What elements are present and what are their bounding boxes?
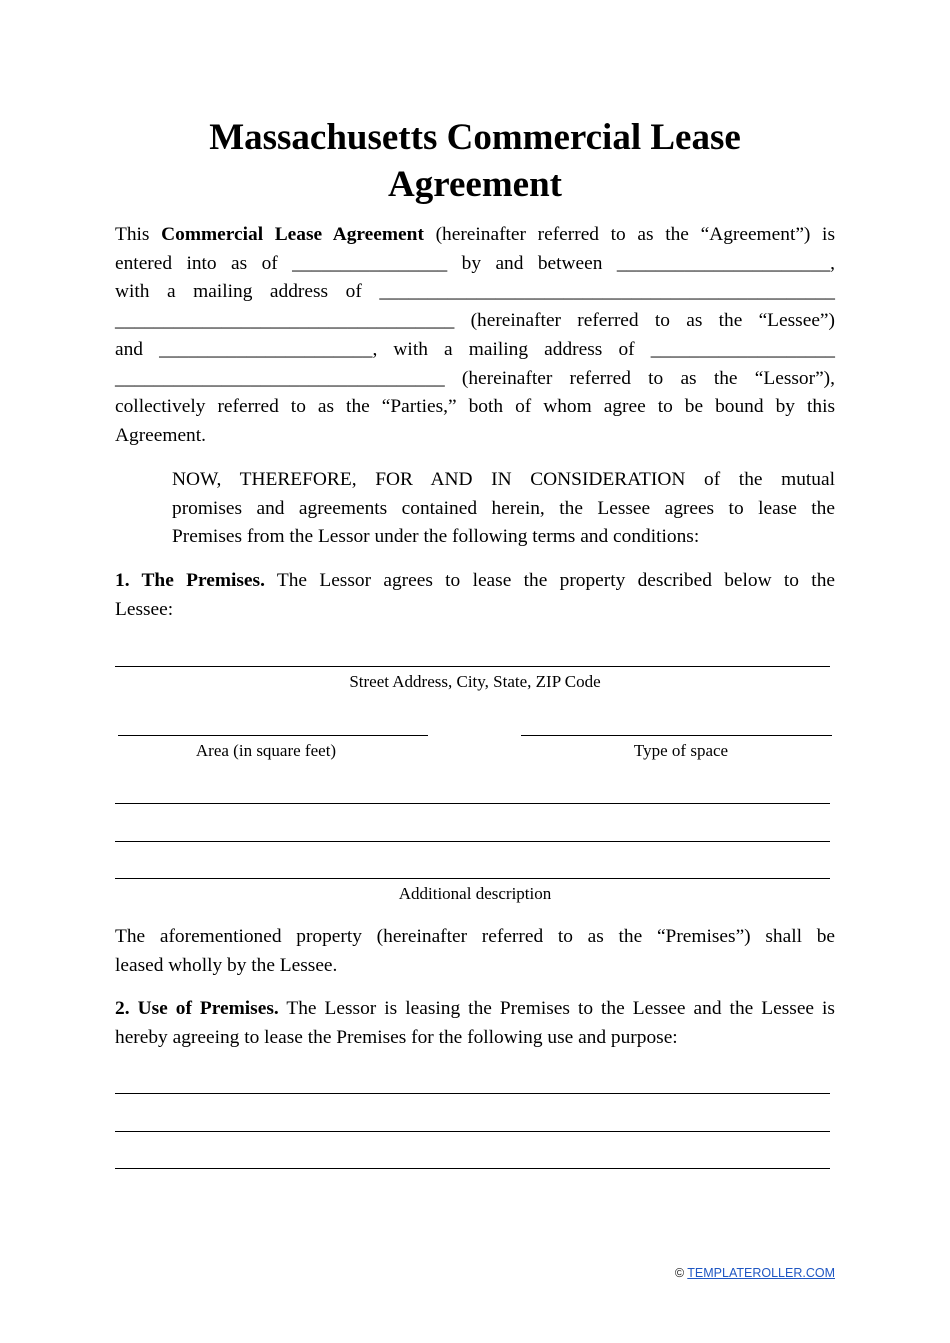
premises-line-2: leased wholly by the Lessee. [115,954,338,976]
footer-credit [675,1266,835,1280]
address-blank-line[interactable] [115,666,830,667]
intro-line-7: collectively referred to as the “Parties,” both of whom agree to be bound by this [115,396,835,418]
section-1-paragraph [115,567,835,624]
intro-text: (hereinafter referred to as the “Agreement”) is [423,224,835,245]
section-2-paragraph [115,995,835,1052]
consideration-line-2: promises and agreements contained herein, the Lessee agrees to lease the [172,497,835,519]
intro-line-3: with a mailing address of _______________________________________________ [115,281,835,303]
premises-line-1: The aforementioned property (hereinafter referred to as the “Premises”) shall be [115,926,835,947]
address-caption: Street Address, City, State, ZIP Code [349,672,601,691]
additional-description-caption: Additional description [398,884,552,903]
type-of-space-caption: Type of space [633,741,729,760]
section-1-heading: 1. The Premises. [115,570,265,591]
additional-description-line-2[interactable] [115,841,830,842]
intro-line-5: and ______________________, with a mailing address of ___________________ [115,338,835,360]
intro-line-6: __________________________________ (hereinafter referred to as the “Lessor”), [115,367,835,389]
section-1-text: The Lessor agrees to lease the property described below to the [264,570,835,591]
section-1-line-1 [115,567,835,596]
intro-line-2: entered into as of ________________ by and between ______________________, [115,252,835,274]
area-blank-line[interactable] [118,735,428,736]
area-caption: Area (in square feet) [195,741,337,760]
premises-paragraph [115,923,835,980]
additional-description-line-1[interactable] [115,803,830,804]
intro-line-1 [115,221,835,250]
intro-line-4: ___________________________________ (hereinafter referred to as the “Lessee”) [115,310,835,332]
agreement-name: Commercial Lease Agreement [161,224,424,245]
use-purpose-line-2[interactable] [115,1131,830,1132]
use-purpose-line-3[interactable] [115,1168,830,1169]
type-of-space-blank-line[interactable] [521,735,832,736]
use-purpose-line-1[interactable] [115,1093,830,1094]
templateroller-link[interactable]: TEMPLATEROLLER.COM [687,1266,835,1280]
section-1-line-2: Lessee: [115,598,174,620]
intro-line-8: Agreement. [115,424,206,446]
document-title [115,114,835,208]
consideration-line-3: Premises from the Lessor under the following terms and conditions: [172,526,700,548]
section-2-line-2: hereby agreeing to lease the Premises for the following use and purpose: [115,1026,678,1048]
title-line-1: Massachusetts Commercial Lease [209,117,741,158]
consideration-line-1: NOW, THEREFORE, FOR AND IN CONSIDERATION of the mutual [172,469,835,490]
section-2-line-1 [115,995,835,1024]
intro-paragraph [115,221,835,451]
additional-description-line-3[interactable] [115,878,830,879]
intro-text: This [115,224,162,245]
consideration-paragraph [172,466,835,552]
section-2-text: The Lessor is leasing the Premises to the Lessee and the Lessee is [278,998,835,1019]
section-2-heading: 2. Use of Premises. [115,998,279,1019]
title-line-2: Agreement [388,164,562,205]
copyright-symbol: © [674,1266,685,1280]
